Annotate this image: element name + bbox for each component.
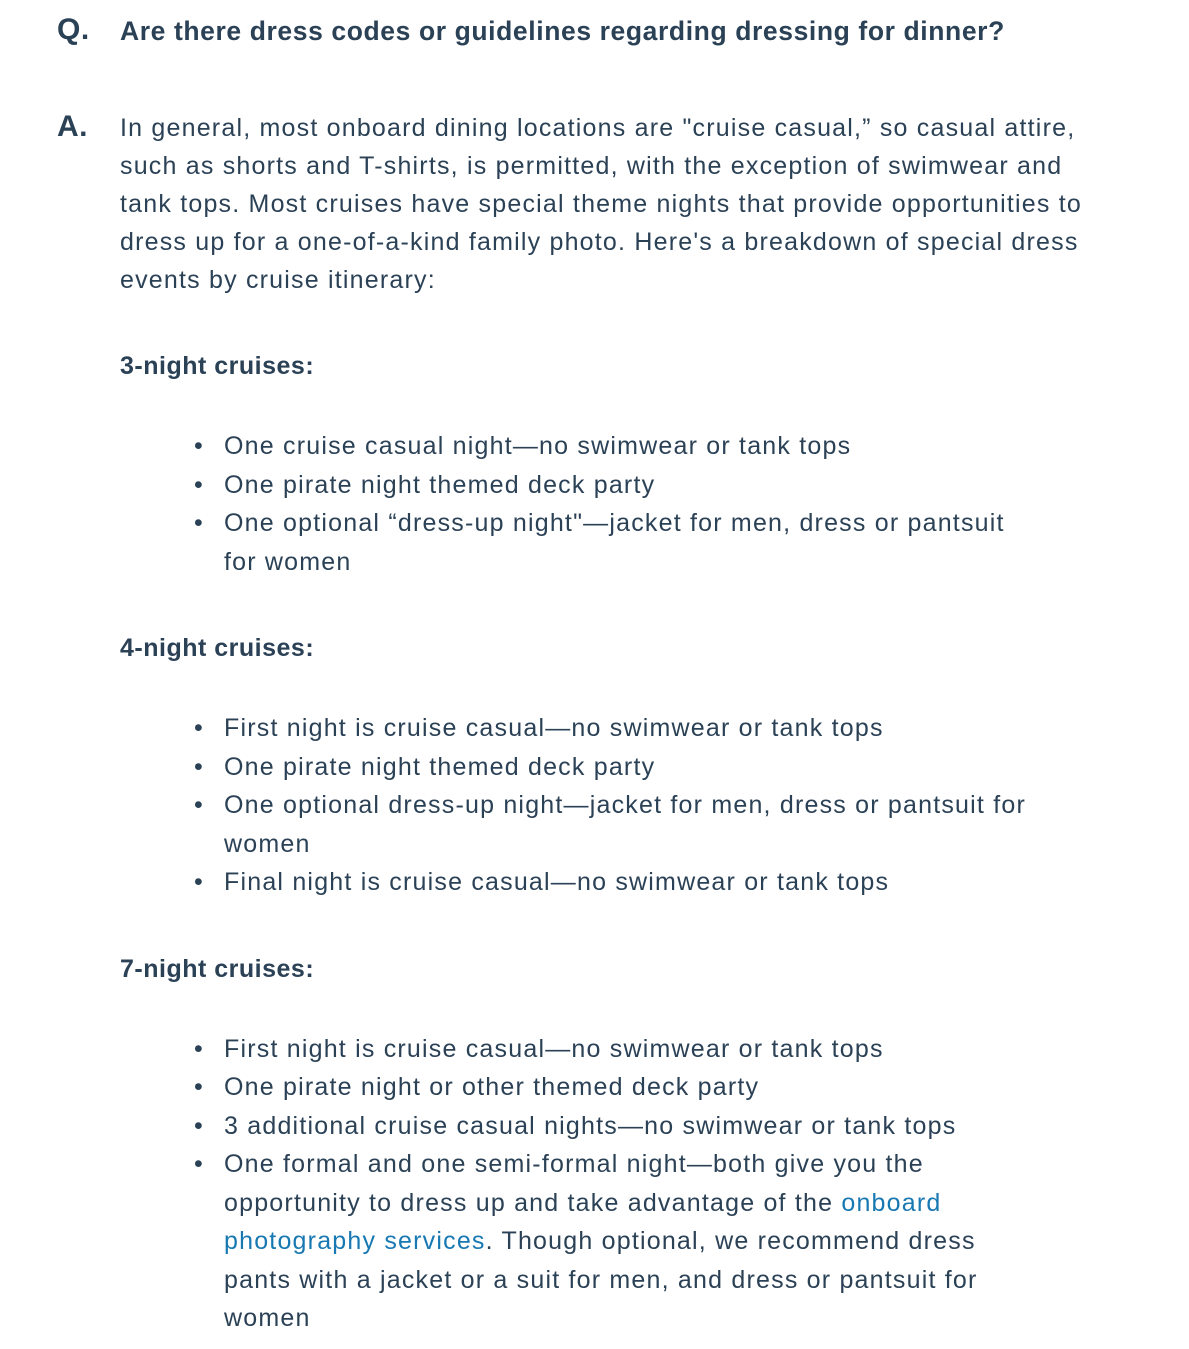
bullet-list-4-night — [120, 709, 1105, 902]
list-item-text: One pirate night themed deck party — [224, 470, 656, 499]
onboard-photography-services-link[interactable]: onboard photography services — [224, 1188, 942, 1255]
list-item-text: One optional dress-up night—jacket for men, dress or pantsuit for women — [224, 791, 1026, 858]
section-3-night-cruises — [120, 347, 1105, 581]
bullet-dot: • — [194, 470, 204, 499]
bullet-dot: • — [194, 1034, 204, 1063]
list-item-text: First night is cruise casual—no swimwear or tank tops — [224, 714, 884, 742]
section-heading-4-night: 4-night cruises: — [120, 634, 315, 662]
list-item-text: Final night is cruise casual—no swimwear or tank tops — [224, 868, 890, 896]
answer-intro: In general, most onboard dining locations are "cruise casual,” so casual attire, such as shorts and T-shirts, is permitted, with the exception of swimwear and tank tops. Most cruises have special theme nights that provide opportunities to dress up for a one-of-a-kind family photo. Here's a breakdown of special dress events by cruise itinerary: — [120, 114, 1082, 294]
answer-marker: A. — [57, 110, 88, 143]
section-7-night-cruises — [120, 950, 1105, 1338]
list-item — [194, 504, 1040, 581]
section-4-night-cruises — [120, 629, 1105, 902]
list-item — [194, 748, 1040, 787]
list-item-text: First night is cruise casual—no swimwear or tank tops — [224, 1034, 884, 1063]
list-item-text-after-link: . Though optional, we recommend dress pants with a jacket or a suit for men, and dress or pantsuit for women — [224, 1227, 978, 1332]
list-item-text: One pirate night themed deck party — [224, 752, 656, 781]
list-item — [194, 709, 1040, 748]
question-marker: Q. — [57, 13, 90, 46]
list-item — [194, 1030, 1040, 1069]
bullet-dot: • — [194, 432, 204, 460]
list-item-text-before-link: One formal and one semi-formal night—both give you the opportunity to dress up and take advantage of the — [224, 1150, 924, 1217]
list-item — [194, 786, 1040, 863]
bullet-dot: • — [194, 868, 204, 896]
list-item-text: One pirate night or other themed deck party — [224, 1073, 760, 1101]
list-item-text: 3 additional cruise casual nights—no swimwear or tank tops — [224, 1111, 957, 1140]
bullet-dot: • — [194, 1150, 204, 1178]
question-block — [57, 12, 1169, 49]
bullet-dot: • — [194, 509, 204, 537]
list-item — [194, 427, 1040, 466]
list-item-text: One optional “dress-up night"—jacket for men, dress or pantsuit for women — [224, 509, 1005, 576]
answer-block — [57, 109, 1169, 1338]
list-item-text: One cruise casual night—no swimwear or tank tops — [224, 432, 852, 460]
bullet-dot: • — [194, 1111, 204, 1140]
bullet-dot: • — [194, 752, 204, 781]
section-heading-7-night: 7-night cruises: — [120, 954, 315, 983]
bullet-list-7-night — [120, 1030, 1105, 1338]
section-heading-3-night: 3-night cruises: — [120, 352, 315, 380]
answer-content — [120, 109, 1105, 1338]
list-item — [194, 1107, 1040, 1146]
list-item — [194, 1145, 1040, 1338]
bullet-dot: • — [194, 714, 204, 742]
list-item — [194, 1068, 1040, 1107]
bullet-dot: • — [194, 1073, 204, 1101]
list-item — [194, 466, 1040, 505]
bullet-list-3-night — [120, 427, 1105, 581]
list-item — [194, 863, 1040, 902]
bullet-dot: • — [194, 791, 204, 819]
question-text: Are there dress codes or guidelines regarding dressing for dinner? — [120, 16, 1005, 46]
